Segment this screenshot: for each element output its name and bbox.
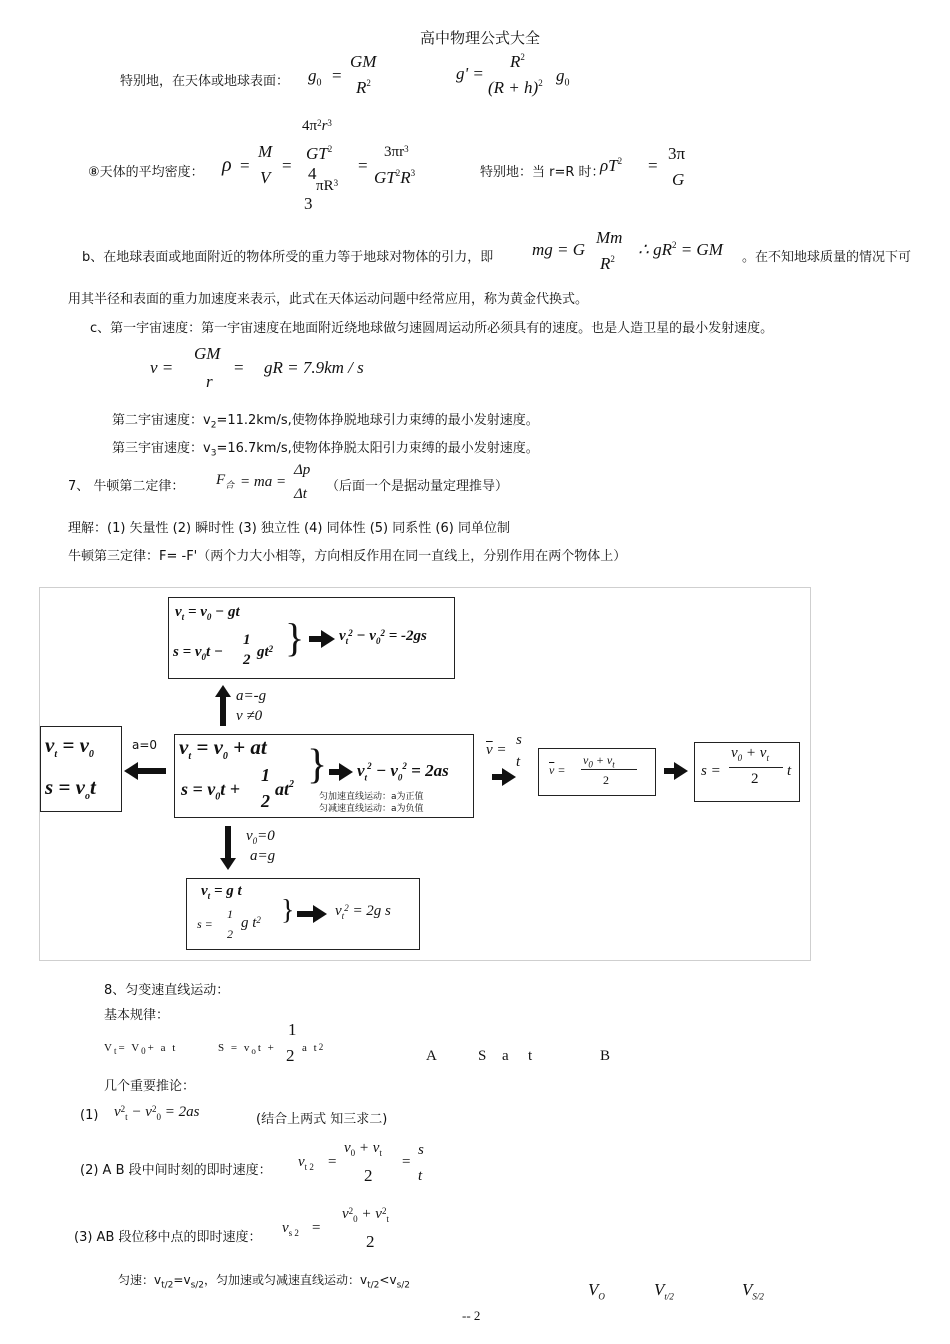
- gprime-tail: $g_0$: [556, 66, 570, 89]
- center-result: $v_t^2 - v_0^2 = 2as$: [357, 761, 449, 783]
- avg-num: $v_0 + v_t$: [583, 753, 615, 770]
- v-label-O: $V_O$: [588, 1280, 605, 1302]
- p3-den: 2: [366, 1232, 375, 1251]
- bottom-frac-num: 1: [227, 907, 233, 921]
- p3-v: $v_{s 2}$: [282, 1220, 299, 1238]
- density-special: 特别地：当 r=R 时：: [480, 165, 605, 180]
- cv-v: v =: [150, 358, 174, 377]
- avg-cond-den: t: [516, 754, 521, 770]
- down-cond-2: a=g: [250, 848, 276, 864]
- bottom-box: $v_t = g$ t s = 1 2 g $t^2$ } $v_t^2 = 2g$ s: [186, 878, 420, 950]
- kinematics-diagram: [39, 587, 811, 961]
- bottom-frac-den: 2: [227, 927, 233, 941]
- left-cond: a=0: [132, 738, 158, 752]
- v-label-t2: $V_{t/2}$: [654, 1280, 674, 1302]
- center-line2-tail: $at^2$: [275, 779, 295, 799]
- g-den: $R^2$: [356, 78, 371, 97]
- arrow-right-1: [502, 768, 516, 786]
- basic-eq2-num: 1: [288, 1020, 297, 1039]
- f2-low1: 4: [308, 164, 317, 183]
- bottom-line2: s =: [197, 917, 213, 931]
- golden-den: $R^2$: [600, 254, 615, 273]
- golden-lead: b、在地球表面或地面附近的物体所受的重力等于地球对物体的引力，即: [82, 250, 494, 265]
- cv-den: r: [206, 372, 213, 391]
- newton-num: Δp: [294, 462, 311, 478]
- p2-num2: s: [418, 1142, 424, 1158]
- golden-line2: 用其半径和表面的重力加速度来表示，此式在天体运动问题中经常应用，称为黄金代换式。: [68, 292, 589, 307]
- newton-den: Δt: [294, 486, 307, 502]
- uniform-line: 匀速：$v_{t/2}=v_{s/2}$，匀加速或匀减速直线运动：$v_{t/2}<v_{s/2}$: [118, 1273, 411, 1291]
- m-num: M: [258, 142, 273, 161]
- top-result: $v_t^2 - v_0^2 = -2gs$: [339, 628, 427, 646]
- p2-eq2: =: [402, 1154, 411, 1170]
- golden-formula: [82, 228, 942, 276]
- center-frac-num: 1: [261, 765, 270, 785]
- p3-label: (3) AB 段位移中点的即时速度：: [74, 1230, 262, 1245]
- section8-infer: 几个重要推论：: [104, 1079, 196, 1094]
- cv-num: GM: [194, 344, 221, 363]
- p1-label: (1): [80, 1108, 99, 1123]
- density-lead: ⑧天体的平均密度：: [88, 165, 204, 180]
- f4-den: G: [672, 170, 685, 189]
- f2-mid: $GT^2$: [306, 144, 333, 163]
- f2-low3: 3: [304, 194, 313, 213]
- golden-therefore: ∴ $gR^2$ = GM: [638, 240, 723, 259]
- newton-note: （后面一个是据动量定理推导）: [326, 479, 509, 494]
- bottom-line1: $v_t = g$ t: [201, 883, 242, 901]
- basic-eq2-den: 2: [286, 1046, 295, 1065]
- gprime-lhs: g' =: [456, 64, 484, 83]
- rhoT: $\rho T^2$: [600, 156, 623, 175]
- newton-second: [68, 462, 668, 506]
- inference-1: [80, 1100, 500, 1132]
- p2-den2: t: [418, 1168, 423, 1184]
- down-cond-1: $v_0=0$: [246, 828, 275, 846]
- inference-2: [80, 1140, 480, 1190]
- f3-den: $GT^2R^3$: [374, 168, 416, 187]
- basic-eq2: $S = v_ot$ +: [218, 1042, 276, 1057]
- avg-box: [538, 748, 656, 796]
- gprime-den: $(R + h)^2$: [488, 78, 543, 97]
- newton-label: 7、 牛顿第二定律：: [68, 479, 185, 494]
- p2-num: $v_0 + v_t$: [344, 1140, 382, 1158]
- s-num: $v_0 + v_t$: [731, 745, 769, 763]
- basic-eq2-tail: a $t^2$: [302, 1042, 326, 1054]
- page-title: 高中物理公式大全: [420, 29, 541, 47]
- center-frac-den: 2: [261, 791, 270, 811]
- center-note-1: 匀加速直线运动：a为正值: [319, 792, 424, 802]
- newton-third: 牛顿第三定律：F= -F'（两个力大小相等，方向相反作用在同一直线上，分别作用在两个物体上）: [68, 549, 627, 564]
- golden-tail: 。在不知地球质量的情况下可: [742, 250, 912, 265]
- avg-cond-num: s: [516, 732, 522, 748]
- page-footer: -- 2: [462, 1308, 481, 1323]
- p1-eq: $v^2_t - v^2_0 = 2as$: [114, 1104, 200, 1122]
- f2-low2: $\pi R^3$: [316, 178, 339, 194]
- p2-eq: =: [328, 1154, 337, 1170]
- f3-num: $3\pi r^3$: [384, 144, 409, 160]
- up-cond-1: a=-g: [236, 688, 267, 704]
- f2-top: $4\pi^2r^3$: [302, 118, 332, 134]
- cv-eq: =: [234, 358, 244, 377]
- s-box: [694, 742, 800, 802]
- arrow-down: [220, 858, 236, 870]
- top-line1: $v_t = v_0$ − gt: [175, 604, 240, 622]
- s-lhs: s =: [701, 763, 721, 779]
- first-cosmic: c、第一宇宙速度：第一宇宙速度在地面附近绕地球做匀速圆周运动所必须具有的速度。也是人造卫星的最小发射速度。: [90, 321, 774, 336]
- label-a: a: [502, 1048, 509, 1064]
- g-lhs: $g_0$: [308, 66, 322, 89]
- golden-num: Mm: [596, 228, 623, 247]
- avg-lhs: $\overline{v}$ =: [549, 763, 566, 777]
- s-tail: t: [787, 763, 792, 779]
- point-B: B: [600, 1048, 611, 1064]
- gprime-num: $R^2$: [510, 52, 525, 71]
- f4-num: 3π: [668, 144, 686, 163]
- arrow-right-2: [674, 762, 688, 780]
- golden-mg: mg = G: [532, 240, 586, 259]
- bottom-line2-tail: g $t^2$: [241, 915, 261, 931]
- center-note-2: 匀减速直线运动：a为负值: [319, 804, 424, 814]
- g-formula-lead: 特别地，在天体或地球表面：: [120, 74, 290, 89]
- newton-understand: 理解：(1) 矢量性 (2) 瞬时性 (3) 独立性 (4) 同体性 (5) 同系性 (6) 同单位制: [68, 521, 510, 536]
- center-line1: $v_t = v_0$ + at: [179, 735, 267, 763]
- up-cond-2: v ≠0: [236, 708, 263, 724]
- p2-den: 2: [364, 1166, 373, 1185]
- basic-laws: [104, 1020, 644, 1070]
- v-label-S2: $V_{S/2}$: [742, 1280, 764, 1302]
- label-t: t: [528, 1048, 533, 1064]
- p1-note: (结合上两式 知三求二): [256, 1112, 388, 1127]
- center-line2: $s = v_0t$ +: [181, 779, 241, 803]
- cv-tail: gR = 7.9km / s: [264, 358, 364, 377]
- section8-title: 8、匀变速直线运动：: [104, 983, 230, 998]
- point-A: A: [426, 1048, 437, 1064]
- newton-eq: = ma =: [240, 474, 287, 490]
- third-cosmic: 第三宇宙速度：$v_3=16.7km/s$,使物体挣脱太阳引力束缚的最小发射速度。: [112, 441, 539, 459]
- center-box: $v_t = v_0$ + at $s = v_0t$ + 1 2 $at^2$ } $v_t^2 - v_0^2 = 2as$ 匀加速直线运动：a为正值 匀减速直线运动：a为负值: [174, 734, 474, 818]
- p2-label: (2) A B 段中间时刻的即时速度：: [80, 1163, 272, 1178]
- p2-v: $v_{t 2}$: [298, 1154, 314, 1172]
- top-frac-num: 1: [243, 632, 251, 648]
- left-box: [40, 726, 122, 812]
- second-cosmic: 第二宇宙速度：$v_2=11.2km/s$,使物体挣脱地球引力束缚的最小发射速度。: [112, 413, 539, 431]
- top-frac-den: 2: [243, 652, 251, 668]
- arrow-left: [124, 762, 138, 780]
- density-formula: ⑧天体的平均密度： ρ = M V = $4\pi^2r^3$ $GT^2$ 4 $\pi R^3$ 3 = $3\pi r^3$ $GT^2R^3$ 特别地：当 r=R 时： $\rho T^2$ = 3π G: [88, 118, 686, 213]
- first-cosmic-formula: [150, 344, 410, 392]
- bottom-result: $v_t^2 = 2g$ s: [335, 903, 391, 921]
- p3-num: $v^2_0 + v^2_t$: [342, 1206, 389, 1224]
- inference-3: [74, 1206, 474, 1256]
- rho: ρ: [222, 154, 232, 176]
- newton-F: $F_合$: [216, 472, 235, 491]
- avg-cond: $\overline{v}$ =: [486, 742, 507, 758]
- top-line2-tail: $gt^2$: [257, 644, 274, 660]
- label-S: S: [478, 1048, 487, 1064]
- left-line1: $v_t = v_0$: [45, 733, 94, 761]
- top-line2: $s = v_0t$ −: [173, 644, 224, 662]
- left-line2: $s = v_ot$: [45, 775, 96, 803]
- m-den: V: [260, 168, 271, 187]
- g-num: GM: [350, 52, 377, 71]
- top-box: $v_t = v_0$ − gt $s = v_0t$ − 1 2 $gt^2$ } $v_t^2 - v_0^2 = -2gs$: [168, 597, 455, 679]
- avg-den: 2: [603, 773, 609, 787]
- section8-basic: 基本规律：: [104, 1008, 170, 1023]
- basic-eq1: $V_t= V_0+ a$ t: [104, 1042, 178, 1057]
- p3-eq: =: [312, 1220, 321, 1236]
- s-den: 2: [751, 771, 759, 787]
